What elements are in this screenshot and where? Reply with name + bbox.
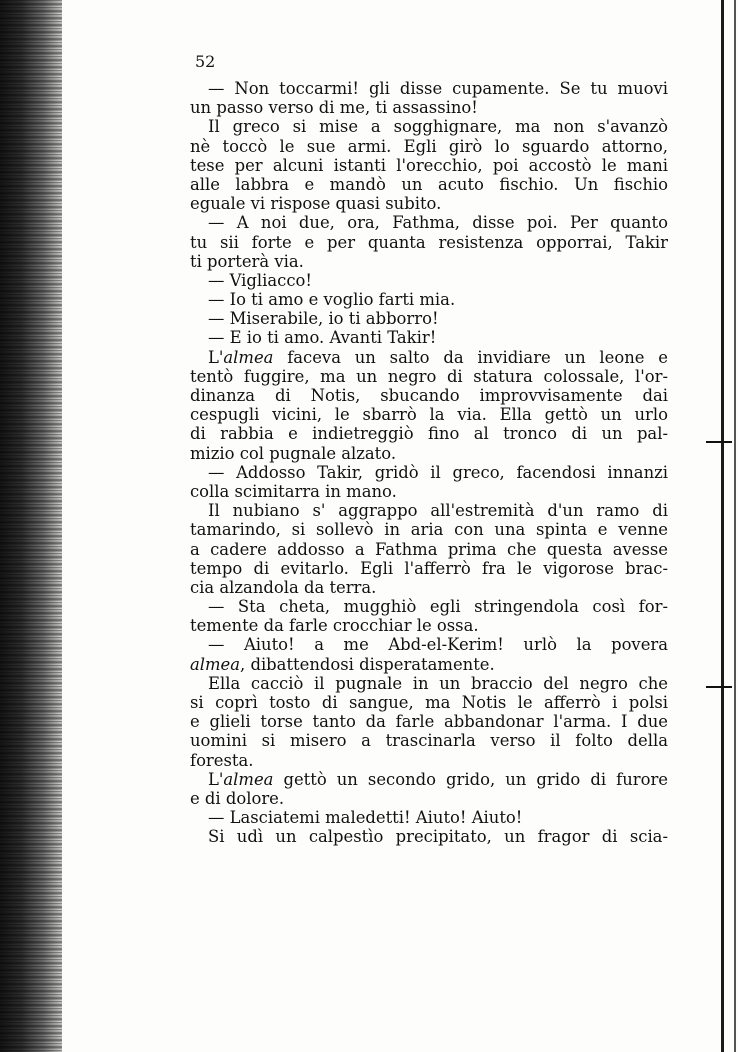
text-line: foresta. <box>190 750 254 770</box>
page-number: 52 <box>195 52 216 71</box>
text-line: tamarindo, si sollevò in aria con una spinta e venne <box>190 520 668 540</box>
text-line: dinanza di Notis, sbucando improvvisamente dai <box>190 386 668 405</box>
text-line: — Sta cheta, mugghiò egli stringendola così for- <box>208 597 668 617</box>
text-line: tentò fuggire, ma un negro di statura colossale, l'or- <box>190 366 668 386</box>
text-line: tu sii forte e per quanta resistenza opporrai, Takir <box>190 232 668 252</box>
text-line <box>190 655 668 674</box>
text-line: eguale vi rispose quasi subito. <box>190 194 442 214</box>
text-line: — Lasciatemi maledetti! Aiuto! Aiuto! <box>208 808 523 828</box>
italic-word: almea <box>190 654 241 674</box>
page-outer-edge <box>734 0 736 1052</box>
text-line: — Non toccarmi! gli disse cupamente. Se tu muovi <box>208 79 668 98</box>
text-line: — Addosso Takir, gridò il greco, facendosi innanzi <box>208 462 668 482</box>
text-line: ti porterà via. <box>190 251 304 271</box>
text-line: Ella cacciò il pugnale in un braccio del negro che <box>208 673 668 693</box>
text-line <box>190 770 668 789</box>
text-line: di rabbia e indietreggiò fino al tronco di un pal- <box>190 424 668 444</box>
text-segment: , dibattendosi disperatamente. <box>240 654 495 674</box>
text-segment: gettò un secondo grido, un grido di furore <box>273 769 668 789</box>
text-line: — E io ti amo. Avanti Takir! <box>208 328 437 348</box>
text-line: Si udì un calpestìo precipitato, un fragor di scia- <box>208 827 668 847</box>
text-line <box>190 348 668 367</box>
text-line: mizio col pugnale alzato. <box>190 443 397 463</box>
text-line: un passo verso di me, ti assassino! <box>190 98 478 118</box>
text-line: Il greco si mise a sogghignare, ma non s'avanzò <box>208 117 668 137</box>
text-segment: L' <box>208 347 224 367</box>
edge-mark <box>706 686 732 688</box>
text-line: uomini si misero a trascinarla verso il folto della <box>190 731 668 751</box>
text-line: cia alzandola da terra. <box>190 577 377 597</box>
text-line: e glieli torse tanto da farle abbandonar l'arma. I due <box>190 712 668 732</box>
text-line: temente da farle crocchiar le ossa. <box>190 616 479 636</box>
text-line: nè toccò le sue armi. Egli girò lo sguardo attorno, <box>190 136 668 156</box>
text-segment: faceva un salto da invidiare un leone e <box>273 347 668 367</box>
text-line: — A noi due, ora, Fathma, disse poi. Per quanto <box>208 213 668 233</box>
page-right-edge <box>721 0 724 1052</box>
text-line: Il nubiano s' aggrappo all'estremità d'un ramo di <box>208 501 668 521</box>
text-line: colla scimitarra in mano. <box>190 481 397 501</box>
text-segment: L' <box>208 769 224 789</box>
text-line: — Vigliacco! <box>208 270 312 290</box>
text-line: — Miserabile, io ti abborro! <box>208 309 439 329</box>
book-binding-edge <box>0 0 62 1052</box>
page-body <box>190 52 668 847</box>
text-line: tese per alcuni istanti l'orecchio, poi accostò le mani <box>190 155 668 175</box>
text-line: — Io ti amo e voglio farti mia. <box>208 290 456 310</box>
edge-mark <box>706 441 732 443</box>
text-line: tempo di evitarlo. Egli l'afferrò fra le vigorose brac- <box>190 558 668 578</box>
text-line: alle labbra e mandò un acuto fischio. Un fischio <box>190 174 668 194</box>
italic-word: almea <box>223 769 274 789</box>
text-line: si coprì tosto di sangue, ma Notis le afferrò i polsi <box>190 693 668 712</box>
text-line: e di dolore. <box>190 788 285 808</box>
text-line: — Aiuto! a me Abd-el-Kerim! urlò la povera <box>208 635 668 655</box>
text-lines <box>190 79 668 847</box>
text-line: a cadere addosso a Fathma prima che questa avesse <box>190 539 668 559</box>
text-line: cespugli vicini, le sbarrò la via. Ella gettò un urlo <box>190 405 668 425</box>
italic-word: almea <box>223 347 274 367</box>
